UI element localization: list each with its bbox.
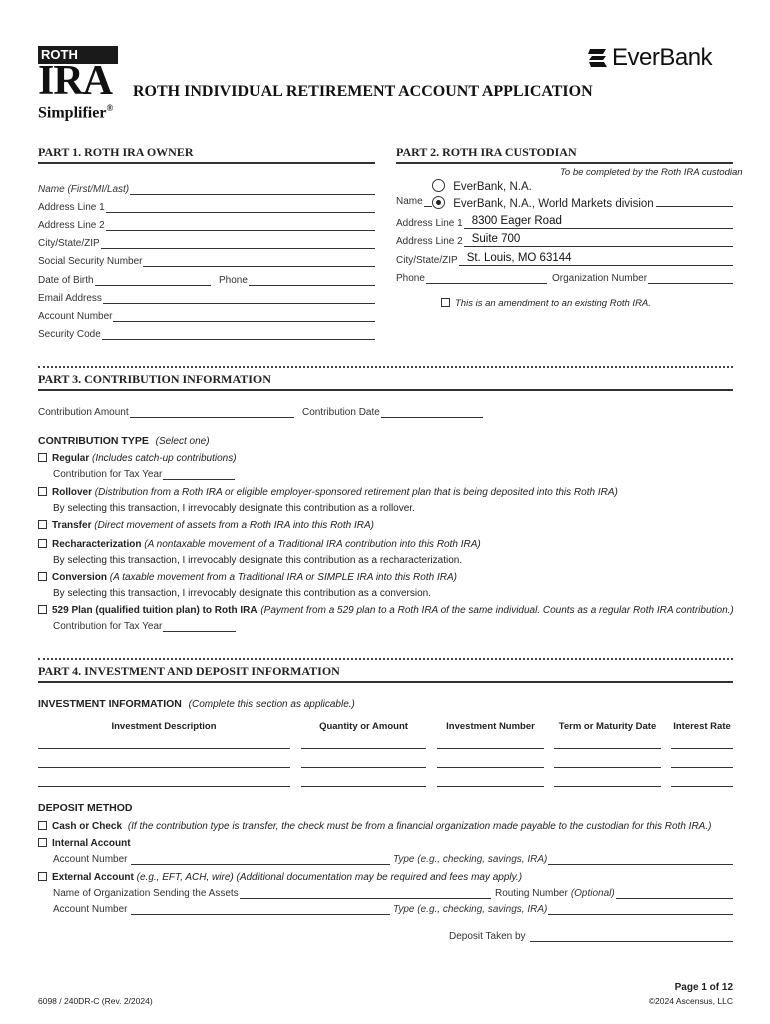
type-regular-row[interactable]: Regular (Includes catch-up contributions): [38, 453, 237, 464]
deposit-internal-row[interactable]: Internal Account: [38, 838, 131, 849]
custodian-org-number-field[interactable]: Organization Number: [552, 273, 733, 284]
type-recharacterization-row[interactable]: Recharacterization (A nontaxable movement of a Traditional IRA contribution into this Roth IRA): [38, 539, 481, 550]
owner-address2-field[interactable]: Address Line 2: [38, 220, 375, 231]
copyright: ©2024 Ascensus, LLC: [648, 996, 733, 1006]
roth-ira-simplifier-logo: [38, 46, 133, 122]
recharacterization-description: By selecting this transaction, I irrevocably designate this contribution as a recharacterization.: [53, 555, 463, 566]
radio-selected-icon[interactable]: [432, 196, 445, 209]
amendment-checkbox-row[interactable]: This is an amendment to an existing Roth IRA.: [441, 298, 651, 309]
col-interest-rate: Interest Rate: [673, 721, 731, 732]
custodian-note: To be completed by the Roth IRA custodian: [560, 167, 743, 178]
checkbox-icon[interactable]: [38, 872, 47, 881]
owner-name-field[interactable]: Name (First/MI/Last): [38, 184, 375, 195]
col-investment-number: Investment Number: [446, 721, 535, 732]
type-transfer-row[interactable]: Transfer (Direct movement of assets from a Roth IRA into this Roth IRA): [38, 520, 374, 531]
checkbox-icon[interactable]: [38, 605, 47, 614]
plan529-tax-year-field[interactable]: Contribution for Tax Year: [53, 621, 236, 632]
checkbox-icon[interactable]: [38, 838, 47, 847]
checkbox-icon[interactable]: [38, 572, 47, 581]
owner-phone-field[interactable]: Phone: [219, 275, 375, 286]
custodian-phone-field[interactable]: Phone: [396, 273, 547, 284]
section-divider: [38, 658, 733, 660]
part3-heading: PART 3. CONTRIBUTION INFORMATION: [38, 372, 271, 386]
custodian-city-value: St. Louis, MO 63144: [466, 252, 572, 264]
custodian-option-world-markets[interactable]: EverBank, N.A., World Markets division: [432, 196, 656, 210]
type-529-plan-row[interactable]: 529 Plan (qualified tuition plan) to Roth IRA (Payment from a 529 plan to a Roth IRA of the same individual. Counts as a regular Roth IRA contribution.): [38, 605, 734, 616]
deposit-cash-check-row[interactable]: Cash or Check (If the contribution type is transfer, the check must be from a financial organization made payable to the custodian for this Roth IRA.): [38, 821, 711, 832]
deposit-taken-by-field[interactable]: Deposit Taken by: [449, 931, 733, 942]
regular-tax-year-field[interactable]: Contribution for Tax Year: [53, 469, 235, 480]
custodian-address2-value: Suite 700: [471, 233, 521, 245]
everbank-logo: [586, 44, 712, 72]
owner-address1-field[interactable]: Address Line 1: [38, 202, 375, 213]
radio-icon[interactable]: [432, 179, 445, 192]
type-rollover-row[interactable]: Rollover (Distribution from a Roth IRA or eligible employer-sponsored retirement plan that is being deposited into this Roth IRA): [38, 487, 618, 498]
col-quantity-amount: Quantity or Amount: [319, 721, 408, 732]
conversion-description: By selecting this transaction, I irrevocably designate this contribution as a conversion.: [53, 588, 431, 599]
deposit-method-heading: DEPOSIT METHOD: [38, 802, 133, 814]
internal-account-number-field[interactable]: Account Number: [53, 854, 390, 865]
everbank-mark-icon: [586, 47, 608, 69]
contribution-amount-field[interactable]: Contribution Amount: [38, 407, 294, 418]
owner-email-field[interactable]: Email Address: [38, 293, 375, 304]
deposit-external-row[interactable]: External Account (e.g., EFT, ACH, wire) (Additional documentation may be required and fees may apply.): [38, 872, 522, 883]
custodian-name-field[interactable]: Name: [396, 196, 733, 207]
form-identifier: 6098 / 240DR-C (Rev. 2/2024): [38, 996, 153, 1006]
part4-heading: PART 4. INVESTMENT AND DEPOSIT INFORMATION: [38, 664, 340, 678]
checkbox-icon[interactable]: [38, 821, 47, 830]
external-account-type-field[interactable]: Type (e.g., checking, savings, IRA): [393, 904, 733, 915]
contribution-date-field[interactable]: Contribution Date: [302, 407, 483, 418]
everbank-name: EverBank: [612, 44, 713, 71]
roth-badge: ROTH: [38, 46, 118, 64]
section-divider: [38, 366, 733, 368]
part2-heading: PART 2. ROTH IRA CUSTODIAN: [396, 145, 577, 159]
internal-account-type-field[interactable]: Type (e.g., checking, savings, IRA): [393, 854, 733, 865]
contribution-type-heading: CONTRIBUTION TYPE: [38, 435, 149, 447]
custodian-option-everbank[interactable]: EverBank, N.A.: [432, 179, 532, 193]
col-term-maturity: Term or Maturity Date: [558, 721, 657, 732]
ira-wordmark: IRA: [38, 58, 113, 104]
rollover-description: By selecting this transaction, I irrevocably designate this contribution as a rollover.: [53, 503, 415, 514]
part1-heading: PART 1. ROTH IRA OWNER: [38, 145, 194, 159]
contribution-type-note: (Select one): [155, 436, 210, 447]
custodian-city-field[interactable]: City/State/ZIP St. Louis, MO 63144: [396, 255, 733, 266]
custodian-address1-value: 8300 Eager Road: [471, 215, 562, 227]
investment-info-note: (Complete this section as applicable.): [188, 699, 355, 710]
owner-city-field[interactable]: City/State/ZIP: [38, 238, 375, 249]
checkbox-icon[interactable]: [38, 520, 47, 529]
sending-organization-field[interactable]: Name of Organization Sending the Assets: [53, 888, 491, 899]
routing-number-field[interactable]: Routing Number (Optional): [495, 888, 733, 899]
checkbox-icon[interactable]: [38, 453, 47, 462]
owner-dob-field[interactable]: Date of Birth: [38, 275, 211, 286]
custodian-address1-field[interactable]: Address Line 1 8300 Eager Road: [396, 218, 733, 229]
owner-ssn-field[interactable]: Social Security Number: [38, 256, 375, 267]
checkbox-icon[interactable]: [38, 487, 47, 496]
checkbox-icon[interactable]: [38, 539, 47, 548]
external-account-number-field[interactable]: Account Number: [53, 904, 390, 915]
checkbox-icon[interactable]: [441, 298, 450, 307]
page-number: Page 1 of 12: [674, 982, 733, 993]
investment-info-heading: INVESTMENT INFORMATION: [38, 698, 182, 710]
type-conversion-row[interactable]: Conversion (A taxable movement from a Traditional IRA or SIMPLE IRA into this Roth IRA): [38, 572, 457, 583]
page-title: ROTH INDIVIDUAL RETIREMENT ACCOUNT APPLICATION: [133, 83, 593, 100]
custodian-address2-field[interactable]: Address Line 2 Suite 700: [396, 236, 733, 247]
col-investment-description: Investment Description: [111, 721, 217, 732]
owner-account-field[interactable]: Account Number: [38, 311, 375, 322]
owner-security-code-field[interactable]: Security Code: [38, 329, 375, 340]
simplifier-wordmark: Simplifier: [38, 104, 107, 122]
registered-mark: ®: [106, 103, 114, 113]
